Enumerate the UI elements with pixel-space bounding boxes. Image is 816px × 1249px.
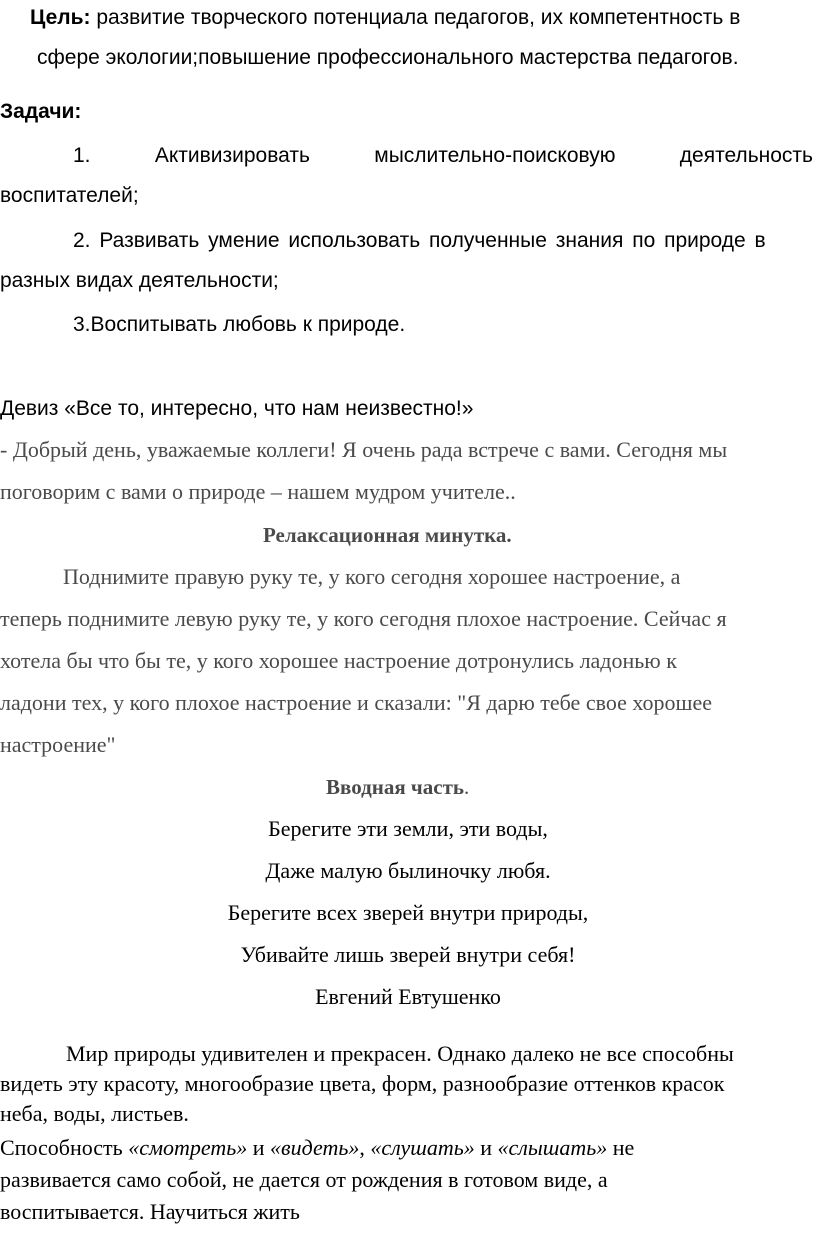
relax-heading: Релаксационная минутка.: [263, 523, 512, 547]
ability-word-and-1: и: [247, 1135, 271, 1160]
ability-word-slyshat: «слышать»: [497, 1135, 608, 1160]
task-3-line: 3.Воспитывать любовь к природе.: [73, 313, 406, 336]
relax-line-3: хотела бы что бы те, у кого хорошее настроение дотронулись ладонью к: [0, 648, 677, 673]
ability-word-ne: не: [607, 1135, 635, 1160]
greeting-line-1: - Добрый день, уважаемые коллеги! Я очень рада встрече с вами. Сегодня мы: [0, 437, 728, 462]
poem-line-4: Убивайте лишь зверей внутри себя!: [240, 942, 576, 967]
task-1-word-2: Активизировать: [154, 144, 310, 167]
intro-heading: [326, 773, 469, 801]
ability-word-and-2: и: [474, 1135, 498, 1160]
goal-label: Цель:: [30, 6, 91, 29]
intro-heading-dot: .: [464, 775, 470, 799]
nature-line-3: неба, воды, листьев.: [0, 1101, 189, 1126]
ability-line-3: воспитывается. Научиться жить: [0, 1199, 300, 1224]
task-1-word-3: мыслительно-поисковую: [374, 144, 616, 167]
poem-line-2: Даже малую былиночку любя.: [265, 858, 551, 883]
task-1-line: [73, 142, 813, 170]
ability-comma: ,: [359, 1135, 371, 1160]
goal-line-1: [30, 4, 740, 32]
relax-line-2: теперь поднимите левую руку те, у кого сегодня плохое настроение. Сейчас я: [0, 606, 727, 631]
task-2-line-1: 2. Развивать умение использовать полученные знания по природе в: [73, 229, 766, 252]
task-1-continuation: воспитателей;: [0, 184, 139, 207]
task-1-word-4: деятельность: [679, 144, 813, 167]
goal-line-2: сфере экологии;повышение профессионального мастерства педагогов.: [37, 46, 739, 69]
ability-word-smotret: «смотреть»: [128, 1135, 248, 1160]
ability-word-1: Способность: [0, 1135, 129, 1160]
poem-author: Евгений Евтушенко: [315, 984, 501, 1009]
motto: Девиз «Все то, интересно, что нам неизвестно!»: [0, 397, 474, 420]
relax-line-5: настроение": [0, 732, 116, 757]
relax-line-4: ладони тех, у кого плохое настроение и сказали: "Я дарю тебе свое хорошее: [0, 690, 712, 715]
ability-line-2: развивается само собой, не дается от рождения в готовом виде, а: [0, 1167, 608, 1192]
relax-line-1: Поднимите правую руку те, у кого сегодня хорошее настроение, а: [63, 564, 681, 589]
tasks-heading: Задачи:: [0, 100, 82, 123]
intro-heading-text: Вводная часть: [326, 775, 465, 799]
poem-line-3: Берегите всех зверей внутри природы,: [227, 900, 589, 925]
nature-line-2: видеть эту красоту, многообразие цвета, форм, разнообразие оттенков красок: [0, 1071, 725, 1096]
task-1-number: 1.: [73, 144, 91, 167]
greeting-line-2: поговорим с вами о природе – нашем мудром учителе..: [0, 479, 516, 504]
nature-line-1: Мир природы удивителен и прекрасен. Однако далеко не все способны: [66, 1041, 734, 1066]
task-2-line-2: разных видах деятельности;: [0, 269, 279, 292]
ability-word-slushat: «слушать»: [370, 1135, 475, 1160]
ability-line-1: [0, 1134, 634, 1162]
ability-word-videt: «видеть»: [270, 1135, 360, 1160]
poem-line-1: Берегите эти земли, эти воды,: [268, 816, 548, 841]
goal-text-1: развитие творческого потенциала педагогов, их компетентность в: [90, 6, 741, 29]
